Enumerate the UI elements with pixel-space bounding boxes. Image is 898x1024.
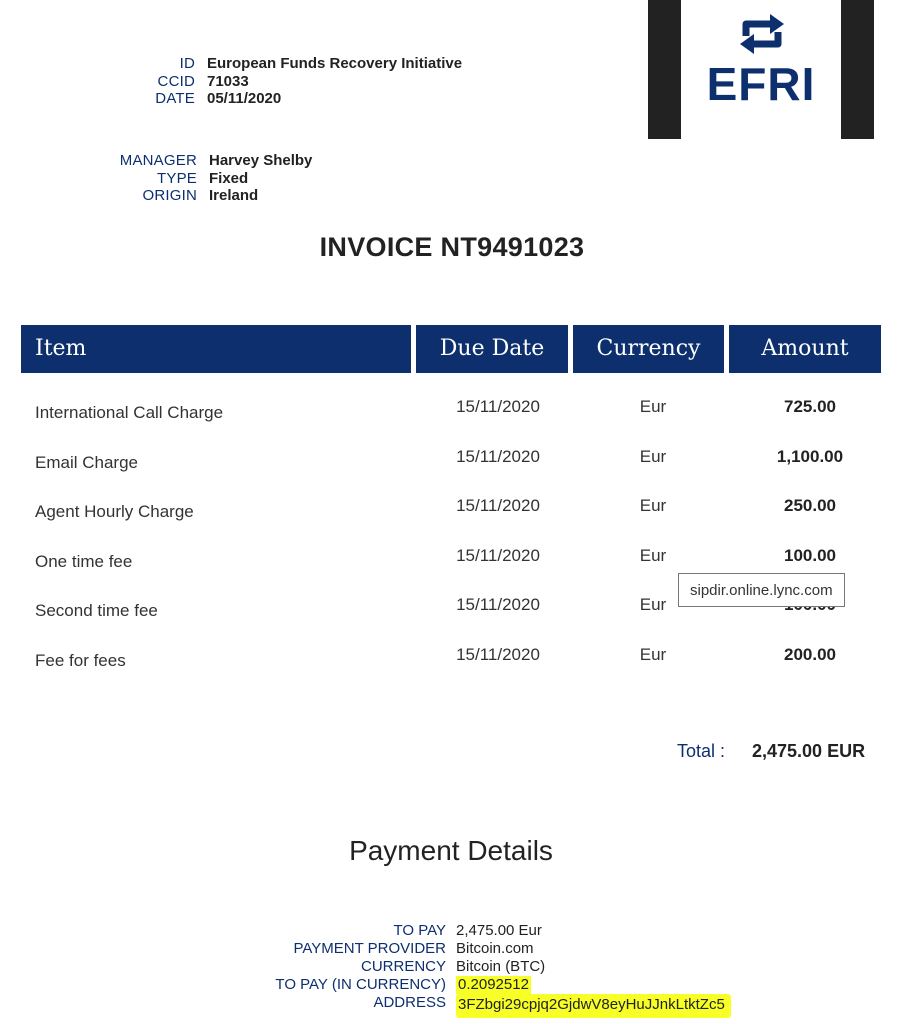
payment-row-currency [150, 958, 731, 976]
table-row [0, 496, 898, 526]
meta-key: MANAGER [119, 152, 197, 169]
meta-value: Fixed [209, 169, 249, 187]
payment-key: PAYMENT PROVIDER [293, 940, 446, 957]
meta-value: 05/11/2020 [207, 90, 282, 107]
payment-key: CURRENCY [360, 958, 446, 975]
table-row [0, 546, 898, 576]
table-row [0, 397, 898, 427]
payment-title: Payment Details [349, 835, 553, 866]
cell-amount: 1,100.00 [776, 447, 844, 466]
table-row [0, 645, 898, 675]
cell-item: International Call Charge [35, 403, 224, 422]
invoice-meta [100, 55, 462, 108]
swap-arrows-icon [736, 12, 788, 56]
cell-due: 15/11/2020 [456, 496, 540, 515]
total-label: Total : [677, 741, 726, 761]
cell-item: Agent Hourly Charge [35, 502, 194, 521]
manager-meta [102, 152, 312, 205]
meta-key: TYPE [157, 169, 197, 187]
cell-amount: 100.00 [784, 546, 836, 565]
cell-currency: Eur [639, 447, 667, 466]
cell-currency: Eur [639, 645, 667, 664]
cell-item: Second time fee [35, 601, 158, 620]
payment-row-provider [150, 940, 731, 958]
total-value: 2,475.00 EUR [752, 741, 866, 761]
header-item: Item [21, 325, 411, 373]
cell-item: Fee for fees [35, 651, 126, 670]
invoice-title: INVOICE NT9491023 [319, 232, 585, 262]
cell-amount: 250.00 [784, 496, 836, 515]
meta-row-type [102, 170, 312, 188]
cell-due: 15/11/2020 [456, 645, 540, 664]
cell-currency: Eur [639, 397, 667, 416]
meta-row-origin [102, 187, 312, 205]
logo-text: EFRI [706, 58, 816, 110]
cell-currency: Eur [639, 595, 667, 614]
cell-currency: Eur [639, 546, 667, 565]
cell-currency: Eur [639, 496, 667, 515]
payment-row-address [150, 994, 731, 1018]
meta-value: Ireland [209, 187, 259, 204]
meta-key: DATE [155, 90, 195, 107]
header-due-date: Due Date [416, 325, 568, 373]
payment-key: TO PAY [393, 922, 446, 939]
meta-key: CCID [157, 72, 195, 90]
meta-row-id [100, 55, 462, 73]
cell-amount: 725.00 [784, 397, 836, 416]
payment-row-to-pay [150, 922, 731, 940]
payment-value: Bitcoin (BTC) [456, 958, 546, 975]
payment-details [150, 922, 731, 1018]
table-row [0, 447, 898, 477]
bitcoin-address: 3FZbgi29cpjq2GjdwV8eyHuJJnkLtktZc5 [456, 994, 731, 1018]
cell-item: Email Charge [35, 453, 138, 472]
meta-row-ccid [100, 73, 462, 91]
cell-amount: 200.00 [784, 645, 836, 664]
payment-key: TO PAY (IN CURRENCY) [275, 976, 446, 993]
payment-value: Bitcoin.com [456, 940, 534, 957]
payment-value: 2,475.00 Eur [456, 922, 542, 939]
payment-key: ADDRESS [373, 994, 446, 1011]
meta-key: ID [179, 55, 195, 72]
payment-value: 0.2092512 [458, 976, 529, 993]
header-currency: Currency [573, 325, 724, 373]
meta-key: ORIGIN [142, 187, 197, 204]
meta-value: European Funds Recovery Initiative [207, 55, 463, 72]
efri-logo [648, 0, 874, 139]
cell-item: One time fee [35, 552, 133, 571]
link-tooltip: sipdir.online.lync.com [678, 573, 845, 607]
meta-value: Harvey Shelby [209, 152, 313, 169]
cell-due: 15/11/2020 [456, 447, 540, 466]
meta-value: 71033 [207, 72, 249, 90]
header-amount: Amount [729, 325, 881, 373]
cell-due: 15/11/2020 [456, 595, 540, 614]
meta-row-manager [102, 152, 312, 170]
cell-due: 15/11/2020 [456, 397, 540, 416]
cell-due: 15/11/2020 [456, 546, 540, 565]
payment-row-amount-in-currency [150, 976, 731, 994]
meta-row-date [100, 90, 462, 108]
